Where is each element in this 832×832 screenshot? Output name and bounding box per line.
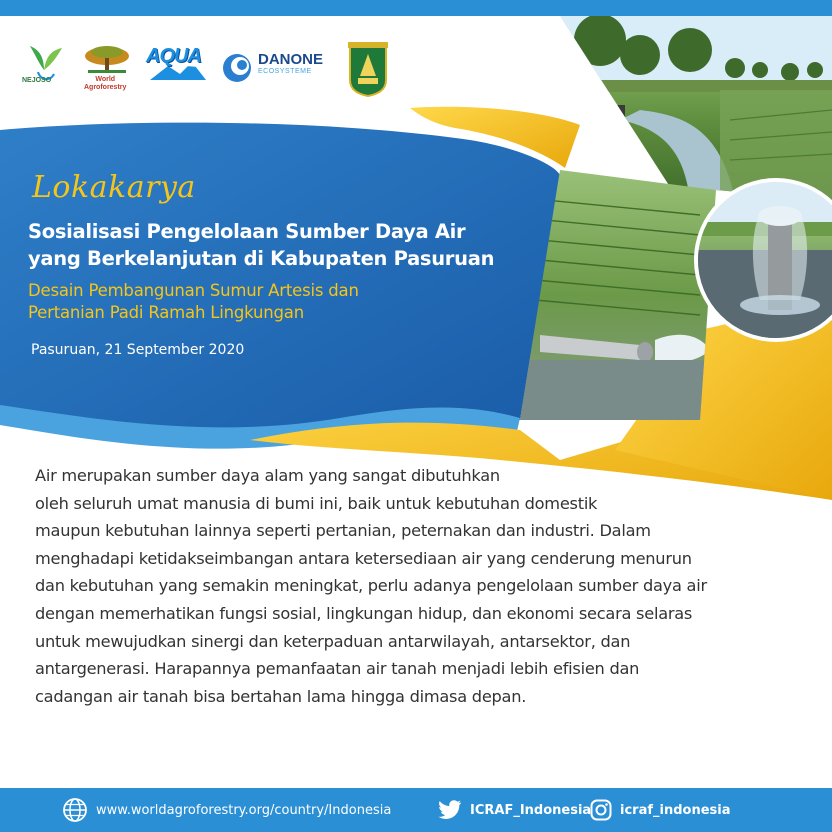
- main-title-line1: Sosialisasi Pengelolaan Sumber Daya Air: [28, 220, 466, 243]
- danone-logo-sub: ECOSYSTEME: [258, 68, 312, 75]
- instagram-handle: icraf_indonesia: [620, 802, 731, 818]
- body-line: oleh seluruh umat manusia di bumi ini, baik untuk kebutuhan domestik: [35, 493, 598, 513]
- aqua-logo: [146, 46, 201, 66]
- place-date: Pasuruan, 21 September 2020: [31, 342, 245, 358]
- main-title-line2: yang Berkelanjutan di Kabupaten Pasuruan: [28, 247, 495, 270]
- aqua-logo-text: AQUA: [146, 45, 201, 67]
- instagram-link[interactable]: [590, 788, 731, 832]
- website-link[interactable]: [62, 788, 391, 832]
- body-line: Air merupakan sumber daya alam yang sangat dibutuhkan: [35, 466, 500, 485]
- world-agroforestry-logo: [84, 76, 126, 92]
- body-line: antargenerasi. Harapannya pemanfaatan air tanah menjadi lebih efisien dan: [35, 659, 640, 679]
- nejoso-logo-text: NEJOSO: [22, 77, 52, 84]
- body-line: menghadapi ketidakseimbangan antara ketersediaan air yang cenderung menurun: [35, 548, 692, 568]
- body-line: untuk mewujudkan sinergi dan keterpaduan antarwilayah, antarsektor, dan: [35, 631, 631, 651]
- subtitle-line2: Pertanian Padi Ramah Lingkungan: [28, 303, 304, 322]
- footer-bar: [0, 788, 832, 832]
- twitter-bird-icon: [438, 800, 462, 820]
- website-text: www.worldagroforestry.org/country/Indonesia: [96, 802, 392, 818]
- top-bar: [0, 0, 832, 16]
- body-line: maupun kebutuhan lainnya seperti pertanian, peternakan dan industri. Dalam: [35, 521, 651, 541]
- twitter-handle: ICRAF_Indonesia: [470, 802, 592, 818]
- nejoso-logo-graphic: [30, 46, 62, 79]
- body-paragraph: [35, 462, 832, 710]
- event-type-title: Lokakarya: [32, 170, 196, 205]
- main-title: [28, 218, 494, 272]
- nejoso-logo: [22, 76, 51, 84]
- globe-icon: [62, 797, 88, 823]
- body-line: dan kebutuhan yang semakin meningkat, perlu adanya pengelolaan sumber daya air: [35, 576, 707, 596]
- world-agroforestry-line1: World: [95, 76, 116, 83]
- danone-logo-name: DANONE: [258, 51, 324, 68]
- danone-logo: [254, 52, 323, 75]
- twitter-link[interactable]: [438, 788, 591, 832]
- instagram-icon: [590, 799, 612, 821]
- body-line: cadangan air tanah bisa bertahan lama hingga dimasa depan.: [35, 686, 527, 706]
- world-agroforestry-line2: Agroforestry: [84, 84, 127, 91]
- body-line: dengan memerhatikan fungsi sosial, lingkungan hidup, dan ekonomi secara selaras: [35, 603, 693, 623]
- subtitle-line1: Desain Pembangunan Sumur Artesis dan: [28, 281, 359, 300]
- subtitle: [28, 280, 359, 324]
